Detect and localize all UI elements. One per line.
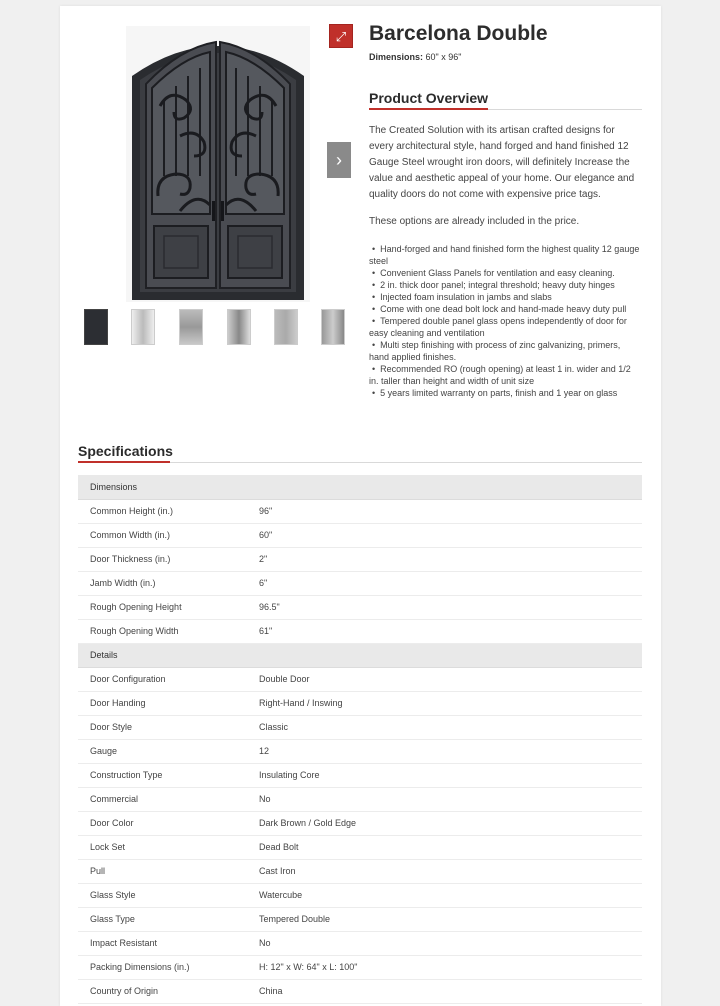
list-item: • Hand-forged and hand finished form the highest quality 12 gauge steel (369, 243, 641, 267)
spec-group-row (78, 475, 642, 499)
table-row (78, 787, 642, 811)
dimensions-label: Dimensions: (369, 52, 424, 62)
spec-label: Glass Style (78, 883, 247, 907)
table-row (78, 859, 642, 883)
table-row (78, 499, 642, 523)
thumbnail-4[interactable] (227, 309, 251, 345)
spec-label: Construction Type (78, 763, 247, 787)
spec-value: H: 12" x W: 64" x L: 100" (247, 955, 642, 979)
list-item: • Multi step finishing with process of zinc galvanizing, primers, hand applied finishes. (369, 339, 641, 363)
spec-label: Commercial (78, 787, 247, 811)
table-row (78, 619, 642, 643)
list-item: • Come with one dead bolt lock and hand-made heavy duty pull (369, 303, 641, 315)
list-item: • Tempered double panel glass opens independently of door for easy cleaning and ventilation (369, 315, 641, 339)
table-row (78, 811, 642, 835)
spec-label: Glass Type (78, 907, 247, 931)
spec-value: 6" (247, 571, 642, 595)
spec-label: Door Color (78, 811, 247, 835)
spec-value: Tempered Double (247, 907, 642, 931)
table-row (78, 547, 642, 571)
spec-label: Common Height (in.) (78, 499, 247, 523)
table-row (78, 835, 642, 859)
product-dimensions (369, 52, 461, 62)
spec-label: Pull (78, 859, 247, 883)
table-row (78, 715, 642, 739)
thumbnail-1[interactable] (84, 309, 108, 345)
specifications-heading (78, 443, 173, 459)
spec-group-row (78, 643, 642, 667)
included-note: These options are already included in the price. (369, 216, 580, 227)
chevron-right-icon: › (336, 149, 342, 170)
table-row (78, 667, 642, 691)
dimensions-value: 60" x 96" (425, 52, 462, 62)
spec-value: Dead Bolt (247, 835, 642, 859)
feature-list (369, 243, 641, 399)
table-row (78, 907, 642, 931)
table-row (78, 955, 642, 979)
list-item: • Injected foam insulation in jambs and slabs (369, 291, 641, 303)
spec-label: Common Width (in.) (78, 523, 247, 547)
overview-description: The Created Solution with its artisan crafted designs for every architectural style, hand forged and hand finished 12 Gauge Steel wrought iron doors, will definitely Increase the value and aesthetic appeal of your home. Our elegance and quality doors do not come with expensive price tags. (369, 125, 635, 200)
spec-value: 96.5" (247, 595, 642, 619)
spec-label: Gauge (78, 739, 247, 763)
spec-value: 12 (247, 739, 642, 763)
thumbnail-5[interactable] (274, 309, 298, 345)
table-row (78, 931, 642, 955)
spec-label: Impact Resistant (78, 931, 247, 955)
wrought-iron-door-image (130, 26, 306, 302)
overview-heading (369, 90, 488, 106)
list-item: • 2 in. thick door panel; integral threshold; heavy duty hinges (369, 279, 641, 291)
table-row (78, 979, 642, 1003)
thumbnail-strip (84, 309, 354, 349)
spec-label: Door Handing (78, 691, 247, 715)
thumbnail-6[interactable] (321, 309, 345, 345)
table-row (78, 883, 642, 907)
spec-label: Door Style (78, 715, 247, 739)
spec-label: Lock Set (78, 835, 247, 859)
list-item: • Recommended RO (rough opening) at least 1 in. wider and 1/2 in. taller than height and width of unit size (369, 363, 641, 387)
spec-value: Cast Iron (247, 859, 642, 883)
spec-value: 61" (247, 619, 642, 643)
specifications-heading-text: Specifications (78, 443, 173, 459)
spec-label: Country of Origin (78, 979, 247, 1003)
expand-icon: ⤢ (335, 28, 347, 44)
product-title: Barcelona Double (369, 22, 548, 45)
list-item: • Convenient Glass Panels for ventilation and easy cleaning. (369, 267, 641, 279)
spec-label: Rough Opening Height (78, 595, 247, 619)
table-row (78, 739, 642, 763)
thumbnail-3[interactable] (179, 309, 203, 345)
spec-value: 2" (247, 547, 642, 571)
spec-value: Dark Brown / Gold Edge (247, 811, 642, 835)
spec-value: 96" (247, 499, 642, 523)
table-row (78, 571, 642, 595)
overview-heading-underline (369, 108, 488, 110)
specifications-table (78, 475, 642, 1004)
spec-label: Rough Opening Width (78, 619, 247, 643)
thumbnail-2[interactable] (131, 309, 155, 345)
spec-value: No (247, 787, 642, 811)
specifications-heading-underline (78, 461, 170, 463)
spec-label: Packing Dimensions (in.) (78, 955, 247, 979)
list-item: • 5 years limited warranty on parts, finish and 1 year on glass (369, 387, 641, 399)
spec-value: Insulating Core (247, 763, 642, 787)
spec-value: Double Door (247, 667, 642, 691)
spec-group-label: Details (78, 643, 642, 667)
spec-label: Door Configuration (78, 667, 247, 691)
spec-value: Classic (247, 715, 642, 739)
spec-value: Watercube (247, 883, 642, 907)
product-main-image[interactable] (126, 26, 310, 302)
table-row (78, 595, 642, 619)
spec-value: Right-Hand / Inswing (247, 691, 642, 715)
spec-label: Jamb Width (in.) (78, 571, 247, 595)
table-row (78, 523, 642, 547)
product-page (60, 6, 661, 1006)
next-image-button[interactable] (327, 142, 351, 178)
spec-value: 60" (247, 523, 642, 547)
spec-value: China (247, 979, 642, 1003)
zoom-button[interactable] (329, 24, 353, 48)
spec-value: No (247, 931, 642, 955)
table-row (78, 763, 642, 787)
spec-label: Door Thickness (in.) (78, 547, 247, 571)
spec-group-label: Dimensions (78, 475, 642, 499)
table-row (78, 691, 642, 715)
overview-heading-text: Product Overview (369, 90, 489, 106)
